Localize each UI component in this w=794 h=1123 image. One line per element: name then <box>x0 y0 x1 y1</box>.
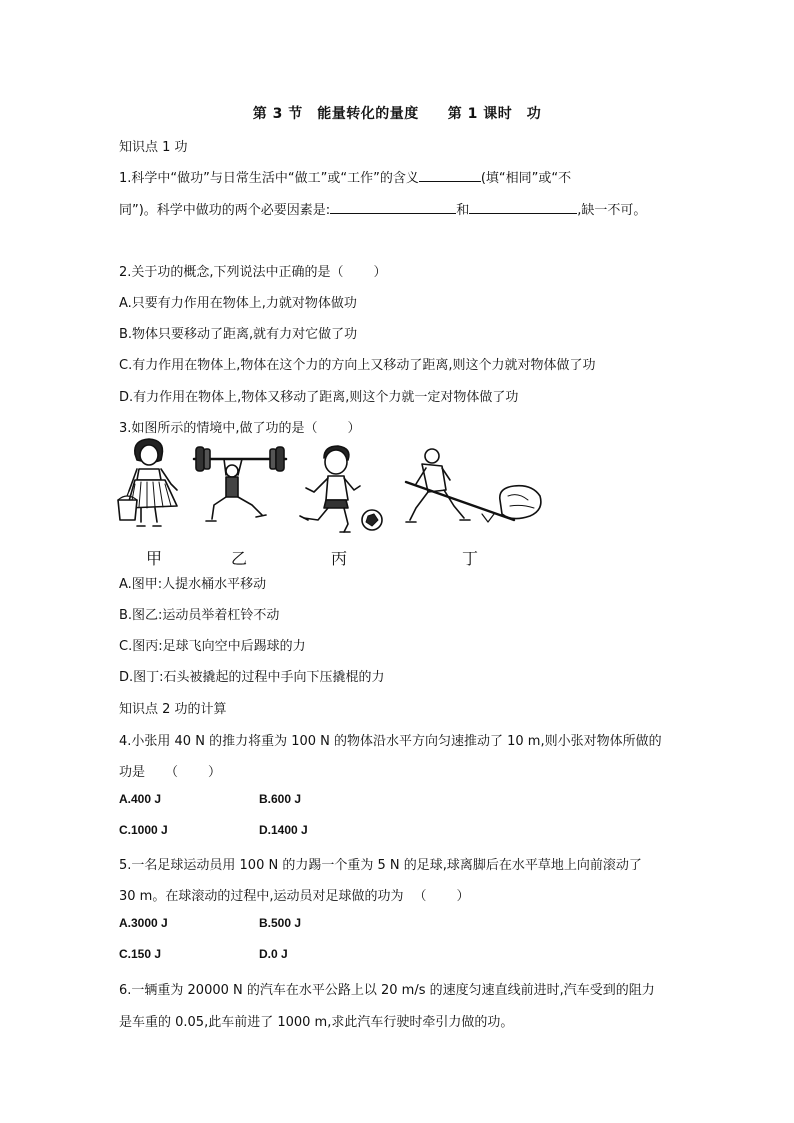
figure-boy-kicking-ball <box>298 444 388 536</box>
question-1-text-a: 1.科学中“做功”与日常生活中“做工”或“工作”的含义 <box>119 171 419 186</box>
question-3-option-d: D.图丁:石头被撬起的过程中手向下压撬棍的力 <box>119 670 385 685</box>
answer-blank-3[interactable] <box>469 200 577 214</box>
question-2-option-a: A.只要有力作用在物体上,力就对物体做功 <box>119 296 357 311</box>
question-3-option-c: C.图丙:足球飞向空中后踢球的力 <box>119 639 306 654</box>
section-heading-2: 知识点 2 功的计算 <box>119 702 227 717</box>
section-heading-1: 知识点 1 功 <box>119 140 188 155</box>
question-4-option-b: B.600 J <box>259 792 302 806</box>
question-1-line-1 <box>119 167 571 186</box>
figure-label-1: 甲 <box>146 549 163 568</box>
question-4-option-d: D.1400 J <box>259 823 308 837</box>
figure-weightlifter <box>190 445 290 535</box>
question-3-stem <box>119 417 361 436</box>
question-4-option-a: A.400 J <box>119 792 162 806</box>
question-5-option-c: C.150 J <box>119 947 162 961</box>
answer-blank-2[interactable] <box>330 200 456 214</box>
question-5-option-d: D.0 J <box>259 947 288 961</box>
question-3-option-a: A.图甲:人提水桶水平移动 <box>119 577 267 592</box>
question-1-text-d: 和 <box>456 203 470 218</box>
figure-label-4: 丁 <box>462 549 479 568</box>
question-2-stem-end: ） <box>373 265 387 280</box>
question-1-text-b: (填“相同”或“不 <box>480 171 572 186</box>
figure-man-with-lever <box>402 444 544 536</box>
question-1-text-e: ,缺一不可。 <box>577 203 647 218</box>
question-1-text-c: 同”)。科学中做功的两个必要因素是: <box>119 203 331 218</box>
question-4-option-c: C.1000 J <box>119 823 168 837</box>
page-title: 第 3 节 能量转化的量度 第 1 课时 功 <box>252 106 542 122</box>
question-4-line-1: 4.小张用 40 N 的推力将重为 100 N 的物体沿水平方向匀速推动了 10 m,则小张对物体所做的 <box>119 734 662 749</box>
question-1-line-2 <box>119 199 646 218</box>
question-5-line-2: 30 m。在球滚动的过程中,运动员对足球做的功为 （ ） <box>119 889 470 904</box>
question-5-line-1: 5.一名足球运动员用 100 N 的力踢一个重为 5 N 的足球,球离脚后在水平草地上向前滚动了 <box>119 858 642 873</box>
question-3-stem-text: 3.如图所示的情境中,做了功的是（ <box>119 421 318 436</box>
question-3-stem-end: ） <box>347 421 361 436</box>
question-2-stem <box>119 261 387 280</box>
question-6-line-2: 是车重的 0.05,此车前进了 1000 m,求此汽车行驶时牵引力做的功。 <box>119 1015 514 1030</box>
question-4-line-2: 功是 （ ） <box>119 765 222 780</box>
question-2-option-c: C.有力作用在物体上,物体在这个力的方向上又移动了距离,则这个力就对物体做了功 <box>119 358 596 373</box>
figure-label-3: 丙 <box>331 549 348 568</box>
figure-girl-carrying-bucket <box>115 436 187 536</box>
question-5-line-2-text: 30 m。在球滚动的过程中,运动员对足球做的功为 <box>119 889 404 904</box>
answer-blank-1[interactable] <box>419 168 481 182</box>
question-2-stem-text: 2.关于功的概念,下列说法中正确的是（ <box>119 265 344 280</box>
figure-label-2: 乙 <box>231 549 248 568</box>
question-5-option-b: B.500 J <box>259 916 302 930</box>
question-2-option-d: D.有力作用在物体上,物体又移动了距离,则这个力就一定对物体做了功 <box>119 390 519 405</box>
question-4-line-2-text: 功是 <box>119 765 146 780</box>
question-3-option-b: B.图乙:运动员举着杠铃不动 <box>119 608 280 623</box>
question-5-option-a: A.3000 J <box>119 916 168 930</box>
question-2-option-b: B.物体只要移动了距离,就有力对它做了功 <box>119 327 358 342</box>
question-6-line-1: 6.一辆重为 20000 N 的汽车在水平公路上以 20 m/s 的速度匀速直线前进时,汽车受到的阻力 <box>119 983 655 998</box>
